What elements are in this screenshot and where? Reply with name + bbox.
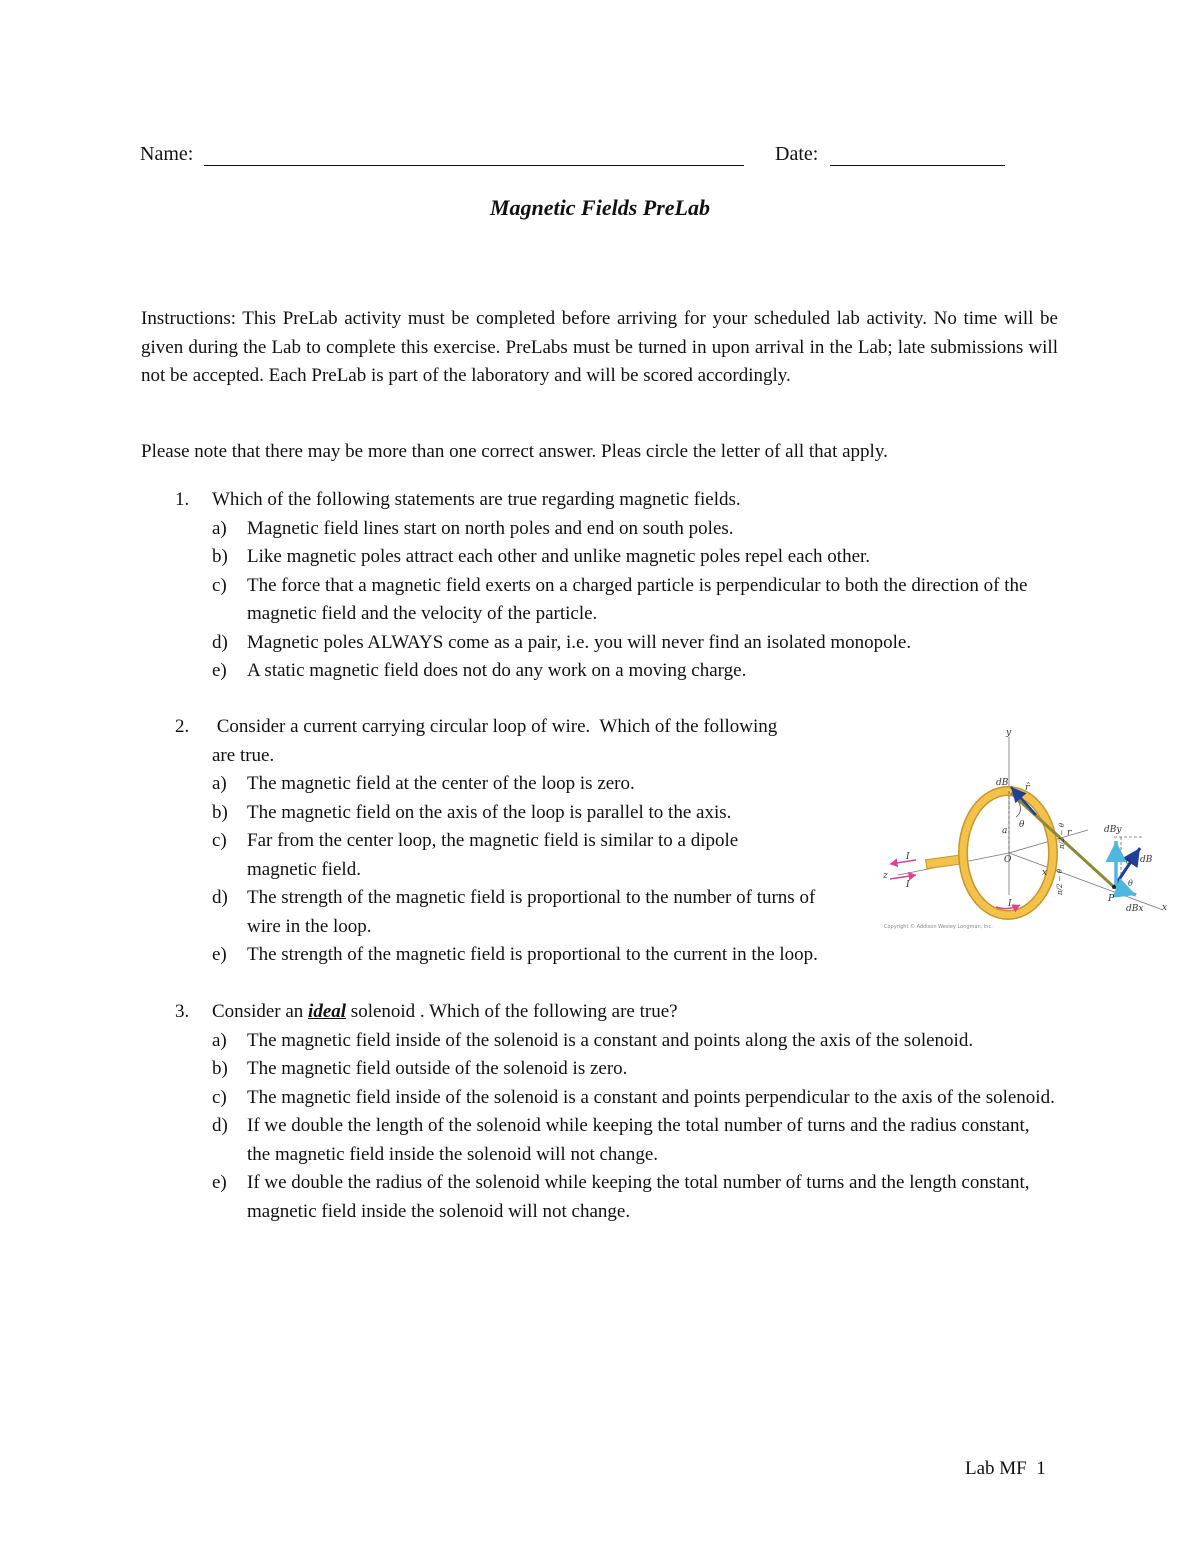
option-letter[interactable]: c): [212, 574, 227, 596]
option-text: The magnetic field inside of the solenoid is a constant and points perpendicular to the axis of the solenoid.: [247, 1086, 1055, 1108]
name-label: Name:: [140, 143, 194, 165]
option-text: Far from the center loop, the magnetic field is similar to a dipole magnetic field.: [247, 830, 739, 880]
option-letter[interactable]: a): [212, 517, 227, 539]
option-letter[interactable]: b): [212, 546, 228, 567]
option-text: The strength of the magnetic field is proportional to the current in the loop.: [247, 944, 818, 965]
option-letter[interactable]: e): [212, 1172, 227, 1193]
header-line: [140, 143, 1020, 173]
option-e[interactable]: [212, 1169, 1057, 1226]
page-footer: Lab MF 1: [965, 1458, 1046, 1479]
label-r-hat: r̂: [1025, 783, 1030, 793]
label-pi2-theta-top: π/2 − θ: [1058, 823, 1066, 849]
option-text: The magnetic field inside of the solenoid is a constant and points along the axis of the solenoid.: [247, 1029, 974, 1051]
label-theta-P2: θ: [1128, 879, 1133, 888]
point-P: [1112, 885, 1116, 889]
date-field[interactable]: [830, 165, 1005, 166]
question-text-line2: are true.: [212, 744, 275, 766]
question-number: 2.: [175, 716, 190, 737]
option-a[interactable]: [212, 1027, 1057, 1056]
current-arrow: [890, 860, 916, 864]
copyright-text: Copyright © Addison Wesley Longman, Inc.: [884, 924, 993, 930]
dB-vector: [1114, 848, 1140, 887]
option-d[interactable]: [212, 1112, 1057, 1169]
label-P: P: [1108, 894, 1115, 904]
option-letter[interactable]: a): [212, 1029, 227, 1051]
option-text: If we double the radius of the solenoid while keeping the total number of turns and the length constant, magnetic field inside the solenoid will not change.: [247, 1172, 1030, 1222]
question-text-line1: Consider a current carrying circular loop of wire. Which of the following: [212, 716, 778, 737]
option-letter[interactable]: b): [212, 801, 228, 823]
question-text-pre: Consider an: [212, 1001, 309, 1022]
label-origin: O: [1004, 855, 1012, 865]
option-text: The magnetic field outside of the solenoid is zero.: [247, 1058, 628, 1079]
question-number: 3.: [175, 1001, 190, 1022]
option-text: Like magnetic poles attract each other and unlike magnetic poles repel each other.: [247, 546, 871, 567]
current-loop-diagram: [878, 725, 1178, 935]
option-letter[interactable]: e): [212, 660, 227, 681]
option-text: The force that a magnetic field exerts on a charged particle is perpendicular to both the direction of the magnetic field and the velocity of the particle.: [247, 574, 1028, 624]
label-dBy: dBy: [1104, 825, 1122, 835]
ideal-emphasis: ideal: [308, 1001, 347, 1022]
option-a[interactable]: [212, 515, 1032, 544]
option-letter[interactable]: d): [212, 631, 228, 653]
option-text: Magnetic poles ALWAYS come as a pair, i.e. you will never find an isolated monopole.: [247, 631, 912, 653]
label-z: z: [883, 871, 888, 881]
date-label: Date:: [775, 143, 819, 165]
option-e[interactable]: [212, 941, 1042, 970]
option-text: The magnetic field at the center of the loop is zero.: [247, 773, 635, 794]
option-c[interactable]: [212, 827, 807, 884]
option-c[interactable]: [212, 572, 1032, 629]
option-letter[interactable]: c): [212, 830, 227, 851]
question-number: 1.: [175, 489, 190, 510]
option-letter[interactable]: c): [212, 1086, 227, 1108]
label-y: y: [1006, 728, 1012, 738]
option-letter[interactable]: e): [212, 944, 227, 965]
label-x-axis: x: [1162, 903, 1168, 913]
dBx-vector: [1114, 887, 1136, 895]
question-text: Which of the following statements are true regarding magnetic fields.: [212, 489, 741, 510]
option-text: The magnetic field on the axis of the loop is parallel to the axis.: [247, 801, 732, 823]
option-letter[interactable]: a): [212, 773, 227, 794]
option-d[interactable]: [212, 884, 837, 941]
label-dB: dB: [1140, 855, 1153, 865]
option-text: A static magnetic field does not do any work on a moving charge.: [247, 660, 747, 681]
label-theta-P: θ: [1126, 857, 1131, 866]
option-e[interactable]: [212, 657, 1032, 686]
label-I-top: I: [906, 852, 910, 862]
option-letter[interactable]: d): [212, 887, 228, 908]
question-text-post: solenoid . Which of the following are true?: [346, 1001, 678, 1022]
theta-arc: [1016, 801, 1021, 817]
label-dB-element: dB: [996, 778, 1009, 788]
label-x-mid: x: [1042, 868, 1048, 878]
option-letter[interactable]: b): [212, 1058, 228, 1079]
page-title: Magnetic Fields PreLab: [490, 195, 710, 220]
current-arrow: [890, 875, 916, 879]
label-dBx: dBx: [1126, 904, 1144, 914]
label-pi2-theta-bottom: π/2 − θ: [1056, 869, 1064, 895]
option-b[interactable]: [212, 543, 1032, 572]
option-list: [212, 1027, 1057, 1227]
name-field[interactable]: [204, 165, 744, 166]
label-r: r: [1067, 828, 1072, 838]
instructions-paragraph: Instructions: This PreLab activity must be completed before arriving for your scheduled lab activity. No time will be given during the Lab to complete this exercise. PreLabs must be turned in upon arrival in the Lab; late submissions will not be accepted. Each PreLab is part of the laboratory and will be scored accordingly.: [141, 308, 1058, 386]
option-b[interactable]: [212, 1055, 1057, 1084]
option-list: [212, 515, 1032, 686]
label-a: a: [1002, 826, 1008, 836]
option-letter[interactable]: d): [212, 1115, 228, 1136]
note-paragraph: Please note that there may be more than one correct answer. Pleas circle the letter of all that apply.: [141, 441, 888, 462]
label-I-loop: I: [1008, 899, 1012, 909]
option-text: Magnetic field lines start on north poles and end on south poles.: [247, 517, 734, 539]
label-theta: θ: [1019, 820, 1025, 830]
option-d[interactable]: [212, 629, 1032, 658]
option-c[interactable]: [212, 1084, 1057, 1113]
option-text: The strength of the magnetic field is proportional to the number of turns of wire in the loop.: [247, 887, 816, 937]
label-I-bottom: I: [906, 880, 910, 890]
option-text: If we double the length of the solenoid while keeping the total number of turns and the radius constant, the magnetic field inside the solenoid will not change.: [247, 1115, 1030, 1165]
question-text: [212, 998, 678, 1027]
